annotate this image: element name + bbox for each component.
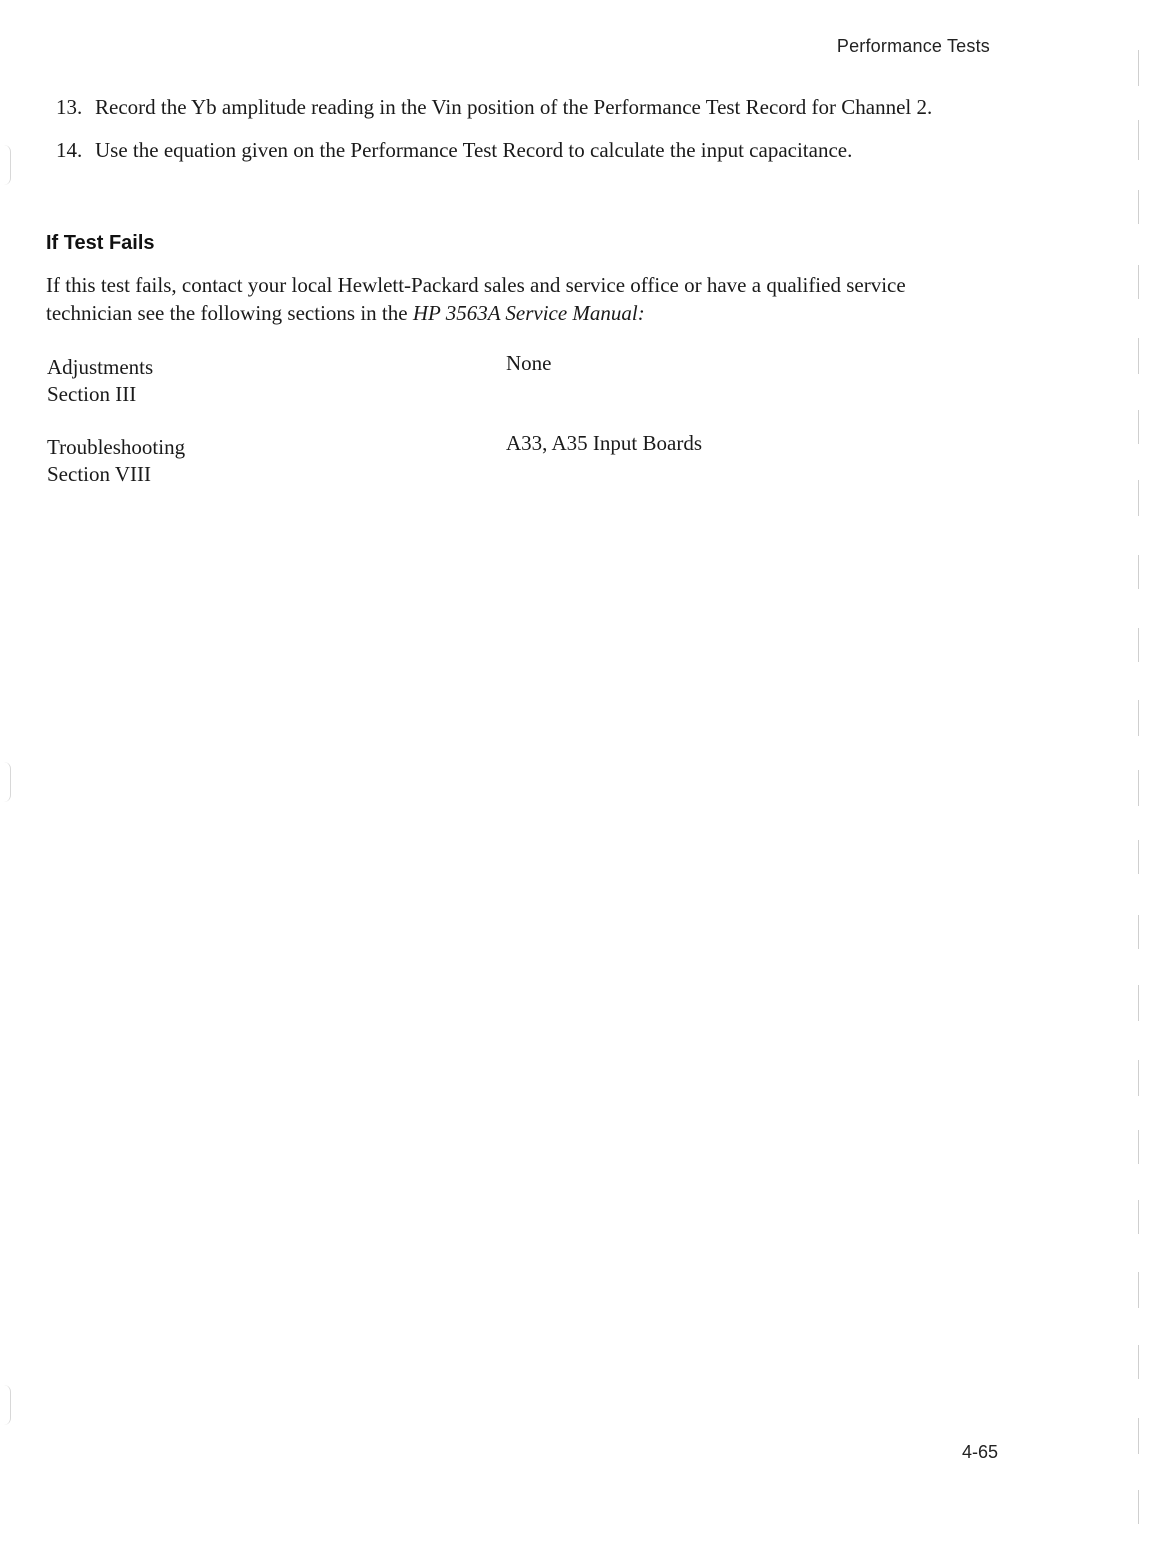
procedure-steps	[56, 92, 956, 178]
intro-text: If this test fails, contact your local Hewlett-Packard sales and service office or have a qualified service technician see the following sections in the	[46, 273, 906, 325]
reference-label	[47, 434, 447, 488]
section-heading: If Test Fails	[46, 232, 155, 254]
reference-label	[47, 354, 447, 408]
manual-title: HP 3563A Service Manual:	[412, 301, 645, 325]
page-number: 4-65	[961, 1442, 998, 1462]
reference-label-line2: Section VIII	[47, 462, 152, 486]
reference-label-line1: Adjustments	[47, 355, 154, 379]
reference-value: A33, A35 Input Boards	[506, 431, 702, 455]
reference-row	[47, 431, 807, 514]
reference-row	[47, 351, 807, 434]
reference-label-line1: Troubleshooting	[47, 435, 186, 459]
step-number: 13.	[56, 95, 83, 119]
procedure-step	[56, 92, 956, 123]
running-header: Performance Tests	[836, 36, 990, 56]
step-text: Record the Yb amplitude reading in the Vin position of the Performance Test Record for Channel 2.	[95, 95, 933, 119]
scan-left-marks	[0, 0, 14, 1544]
reference-table	[47, 351, 807, 514]
reference-label-line2: Section III	[47, 382, 137, 406]
scan-margin-marks	[1134, 40, 1154, 1530]
step-number: 14.	[56, 138, 83, 162]
procedure-step	[56, 135, 956, 166]
step-text: Use the equation given on the Performance Test Record to calculate the input capacitance.	[95, 138, 853, 162]
intro-paragraph	[46, 271, 946, 327]
reference-value: None	[506, 351, 552, 375]
